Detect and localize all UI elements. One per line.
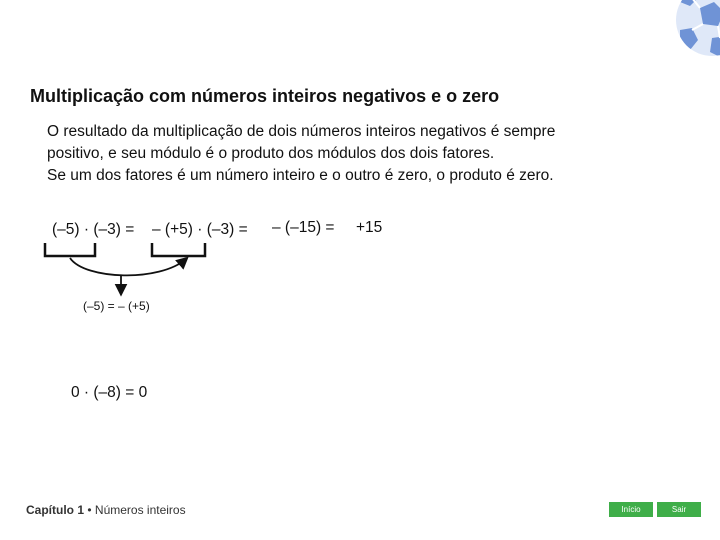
page-title: Multiplicação com números inteiros negativos e o zero [30, 86, 500, 106]
equation-part-1: (–5) · (–3) = [52, 221, 135, 238]
inicio-button[interactable]: Início [609, 502, 653, 517]
equation-result: +15 [356, 219, 383, 236]
chapter-label: Capítulo 1 [26, 503, 85, 517]
equation-part-3: – (–15) = [272, 219, 335, 236]
paragraph-line-1: O resultado da multiplicação de dois números inteiros negativos é sempre [47, 123, 556, 140]
paragraph-line-2: positivo, e seu módulo é o produto dos módulos dos dois fatores. [47, 145, 495, 162]
zero-example: 0 · (–8) = 0 [71, 384, 148, 401]
bracket-left [45, 243, 95, 256]
equation-part-2: – (+5) · (–3) = [152, 221, 248, 238]
chapter-subject: Números inteiros [94, 503, 186, 517]
footer-separator: • [87, 503, 92, 517]
sair-button[interactable]: Sair [657, 502, 701, 517]
equation-note: (–5) = – (+5) [83, 299, 150, 313]
footer-chapter [26, 503, 186, 517]
paragraph-line-3: Se um dos fatores é um número inteiro e o outro é zero, o produto é zero. [47, 167, 554, 184]
curved-arrow [70, 258, 186, 275]
bracket-right [152, 243, 205, 256]
